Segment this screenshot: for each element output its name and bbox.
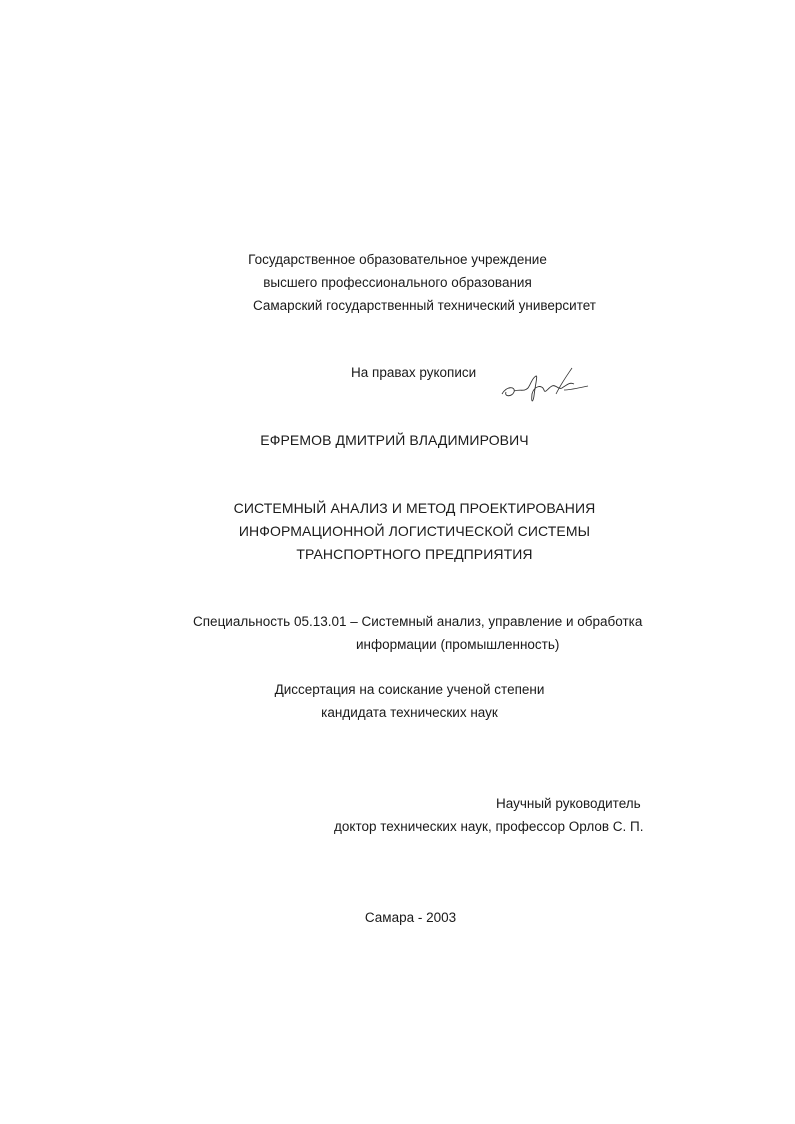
place-year: Самара - 2003: [364, 910, 457, 925]
dissertation-line-1: Диссертация на соискание ученой степени: [274, 682, 545, 697]
supervisor-label: Научный руководитель: [496, 796, 641, 811]
specialty-line-2: информации (промышленность): [356, 637, 560, 652]
manuscript-note: На правах рукописи: [351, 365, 477, 380]
thesis-title-line-1: СИСТЕМНЫЙ АНАЛИЗ И МЕТОД ПРОЕКТИРОВАНИЯ: [233, 500, 596, 516]
author-signature: [498, 364, 598, 408]
institution-line-2: высшего профессионального образования: [263, 275, 532, 290]
institution-line-1: Государственное образовательное учреждение: [248, 252, 547, 267]
author-name: ЕФРЕМОВ ДМИТРИЙ ВЛАДИМИРОВИЧ: [260, 432, 529, 448]
institution-line-3: Самарский государственный технический университет: [252, 298, 596, 313]
thesis-title-line-3: ТРАНСПОРТНОГО ПРЕДПРИЯТИЯ: [296, 546, 533, 562]
thesis-title-line-2: ИНФОРМАЦИОННОЙ ЛОГИСТИЧЕСКОЙ СИСТЕМЫ: [238, 523, 591, 539]
specialty-line-1: Специальность 05.13.01 – Системный анализ, управление и обработка: [193, 614, 643, 629]
dissertation-line-2: кандидата технических наук: [321, 705, 498, 720]
supervisor-name: доктор технических наук, профессор Орлов С. П.: [334, 819, 644, 834]
